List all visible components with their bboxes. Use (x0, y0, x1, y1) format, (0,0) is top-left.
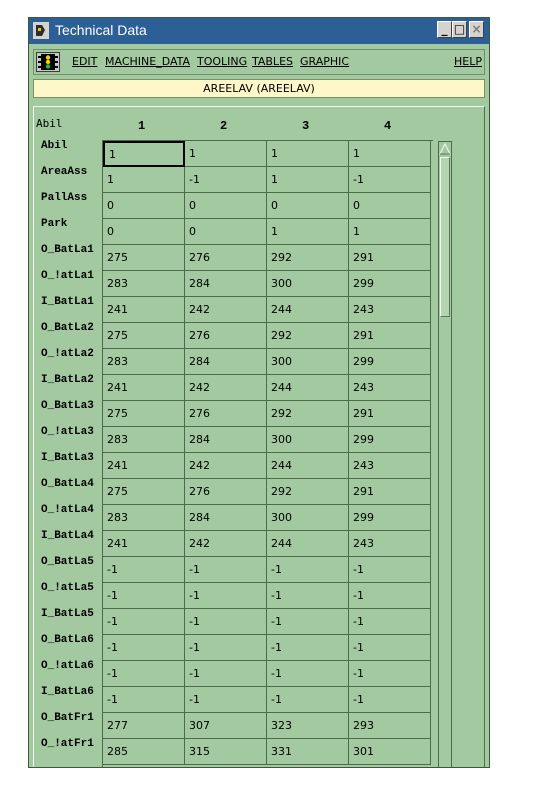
table-cell[interactable]: 277 (103, 713, 185, 739)
traffic-light-icon[interactable] (36, 52, 60, 72)
row-header: I_BatLa3 (41, 452, 94, 464)
scroll-up-arrow-icon[interactable] (439, 142, 451, 156)
row-header: O_!atLa5 (41, 582, 94, 594)
menu-tables[interactable]: TABLES (252, 55, 293, 68)
table-cell[interactable]: 284 (185, 505, 267, 531)
row-header: I_BatLa4 (41, 530, 94, 542)
row-header: O_!atLa3 (41, 426, 94, 438)
table-cell[interactable]: 283 (103, 349, 185, 375)
row-header: Park (41, 218, 68, 230)
row-header: O_BatLa6 (41, 634, 94, 646)
table-cell[interactable]: 275 (103, 323, 185, 349)
table-cell[interactable]: 292 (267, 401, 349, 427)
minimize-button[interactable] (437, 21, 452, 38)
table-corner-label: Abil (36, 117, 63, 130)
table-cell[interactable]: 242 (185, 297, 267, 323)
table-cell[interactable]: -1 (349, 583, 431, 609)
menu-edit[interactable]: EDIT (72, 55, 98, 68)
table-cell[interactable]: -1 (103, 635, 185, 661)
table-cell[interactable]: 300 (267, 505, 349, 531)
info-bar: AREELAV (AREELAV) (33, 79, 485, 98)
table-cell[interactable]: 0 (185, 219, 267, 245)
table-cell[interactable]: 244 (267, 531, 349, 557)
table-cell[interactable]: 243 (349, 375, 431, 401)
close-button[interactable] (469, 21, 484, 38)
table-cell[interactable]: 276 (185, 401, 267, 427)
table-cell[interactable]: -1 (267, 583, 349, 609)
row-header: AreaAss (41, 166, 88, 178)
table-cell[interactable]: -1 (103, 583, 185, 609)
table-cell[interactable]: -1 (349, 557, 431, 583)
table-cell[interactable]: -1 (267, 687, 349, 713)
row-header: O_!atLa2 (41, 348, 94, 360)
table-cell[interactable]: -1 (349, 609, 431, 635)
table-cell[interactable]: 284 (185, 271, 267, 297)
table-cell[interactable]: 276 (185, 245, 267, 271)
table-cell[interactable]: 0 (349, 193, 431, 219)
table-cell[interactable]: -1 (185, 167, 267, 193)
title-bar[interactable] (29, 18, 489, 44)
table-cell[interactable]: -1 (103, 687, 185, 713)
table-cell[interactable]: 243 (349, 453, 431, 479)
table-cell[interactable]: 285 (103, 739, 185, 765)
table-cell[interactable]: 242 (185, 531, 267, 557)
menu-help[interactable]: HELP (454, 55, 482, 68)
table-cell[interactable]: 1 (103, 141, 185, 167)
table-cell[interactable]: 1 (267, 219, 349, 245)
table-cell[interactable]: -1 (185, 583, 267, 609)
table-cell[interactable]: 293 (349, 713, 431, 739)
table-cell[interactable]: -1 (185, 687, 267, 713)
table-cell[interactable]: 283 (103, 427, 185, 453)
table-cell[interactable]: 241 (103, 531, 185, 557)
row-header: O_!atFr1 (41, 738, 94, 750)
table-cell[interactable]: 0 (267, 193, 349, 219)
table-cell[interactable]: 275 (103, 401, 185, 427)
table-cell[interactable]: 284 (185, 427, 267, 453)
row-header: I_BatLa5 (41, 608, 94, 620)
table-cell[interactable]: 242 (185, 375, 267, 401)
table-cell[interactable]: -1 (267, 557, 349, 583)
table-cell[interactable]: 0 (103, 219, 185, 245)
row-header: O_BatLa2 (41, 322, 94, 334)
table-cell[interactable]: 299 (349, 349, 431, 375)
close-icon: × (471, 22, 482, 36)
table-cell[interactable]: 300 (267, 271, 349, 297)
data-table-panel (33, 106, 485, 768)
table-cell[interactable]: 276 (185, 323, 267, 349)
row-header: O_BatLa3 (41, 400, 94, 412)
table-cell[interactable]: 241 (103, 453, 185, 479)
app-icon (33, 22, 49, 39)
table-cell[interactable]: -1 (185, 609, 267, 635)
table-cell[interactable]: 300 (267, 349, 349, 375)
table-cell[interactable]: -1 (267, 635, 349, 661)
row-header: O_!atLa1 (41, 270, 94, 282)
table-cell[interactable]: 244 (267, 453, 349, 479)
table-cell[interactable]: 1 (103, 167, 185, 193)
table-cell[interactable]: 323 (267, 713, 349, 739)
table-cell[interactable]: 1 (349, 219, 431, 245)
column-header-2: 2 (220, 119, 228, 133)
table-cell[interactable]: 0 (185, 193, 267, 219)
table-cell[interactable]: 275 (103, 479, 185, 505)
table-cell[interactable]: 244 (267, 297, 349, 323)
table-cell[interactable]: 299 (349, 505, 431, 531)
technical-data-window (28, 17, 490, 768)
table-cell[interactable]: -1 (349, 167, 431, 193)
table-cell[interactable]: 0 (103, 193, 185, 219)
scrollbar-thumb[interactable] (440, 157, 450, 317)
row-header: O_BatFr1 (41, 712, 94, 724)
table-cell[interactable]: 292 (267, 323, 349, 349)
table-cell[interactable]: 307 (185, 713, 267, 739)
row-header: Abil (41, 140, 68, 152)
row-header: I_BatLa1 (41, 296, 94, 308)
vertical-scrollbar[interactable] (438, 141, 452, 768)
maximize-button[interactable] (452, 21, 467, 38)
table-cell[interactable]: -1 (103, 609, 185, 635)
table-cell[interactable]: 276 (185, 479, 267, 505)
table-cell[interactable]: 299 (349, 427, 431, 453)
row-header: O_!atLa6 (41, 660, 94, 672)
maximize-icon: □ (453, 22, 466, 36)
menu-bar (33, 49, 485, 75)
table-cell[interactable]: 331 (267, 739, 349, 765)
table-cell[interactable]: 291 (349, 479, 431, 505)
table-cell[interactable]: -1 (103, 557, 185, 583)
table-cell[interactable]: 283 (103, 505, 185, 531)
row-header: O_BatLa1 (41, 244, 94, 256)
table-cell[interactable]: 299 (349, 271, 431, 297)
table-cell[interactable]: 283 (103, 271, 185, 297)
traffic-light-graphic (37, 53, 59, 71)
table-cell[interactable]: 244 (267, 375, 349, 401)
column-header-3: 3 (302, 119, 310, 133)
table-cell[interactable]: 300 (267, 427, 349, 453)
table-cell[interactable]: 242 (185, 453, 267, 479)
table-cell[interactable]: 1 (267, 141, 349, 167)
table-cell[interactable]: -1 (185, 661, 267, 687)
row-header: PallAss (41, 192, 88, 204)
table-cell[interactable]: 1 (267, 167, 349, 193)
table-cell[interactable]: -1 (185, 557, 267, 583)
row-header: O_BatLa5 (41, 556, 94, 568)
table-cell[interactable]: -1 (185, 635, 267, 661)
table-cell[interactable]: 291 (349, 401, 431, 427)
table-cell[interactable]: 301 (349, 739, 431, 765)
table-cell[interactable]: -1 (267, 609, 349, 635)
column-header-1: 1 (138, 119, 146, 133)
row-header: I_BatLa2 (41, 374, 94, 386)
data-grid (102, 140, 433, 768)
table-cell[interactable]: 284 (185, 349, 267, 375)
table-cell[interactable]: -1 (267, 661, 349, 687)
window-title: Technical Data (55, 22, 147, 38)
table-cell[interactable]: 243 (349, 531, 431, 557)
table-cell[interactable]: 243 (349, 297, 431, 323)
table-cell[interactable]: 292 (267, 479, 349, 505)
table-cell[interactable]: 315 (185, 739, 267, 765)
table-cell[interactable]: -1 (103, 661, 185, 687)
table-cell[interactable]: 241 (103, 375, 185, 401)
table-cell[interactable]: 291 (349, 245, 431, 271)
row-header: O_!atLa4 (41, 504, 94, 516)
row-header: I_BatLa6 (41, 686, 94, 698)
menu-machine-data[interactable]: MACHINE_DATA (105, 55, 191, 68)
table-cell[interactable]: 241 (103, 297, 185, 323)
minimize-icon: _ (441, 22, 448, 36)
table-cell[interactable]: 1 (349, 141, 431, 167)
table-cell[interactable]: 1 (185, 141, 267, 167)
menu-graphic[interactable]: GRAPHIC (300, 55, 350, 68)
table-cell[interactable]: -1 (349, 661, 431, 687)
row-header: O_BatLa4 (41, 478, 94, 490)
menu-tooling[interactable]: TOOLING (197, 55, 248, 68)
table-cell[interactable]: -1 (349, 687, 431, 713)
column-header-4: 4 (384, 119, 392, 133)
table-cell[interactable]: 275 (103, 245, 185, 271)
table-cell[interactable]: 291 (349, 323, 431, 349)
table-cell[interactable]: 292 (267, 245, 349, 271)
table-cell[interactable]: -1 (349, 635, 431, 661)
